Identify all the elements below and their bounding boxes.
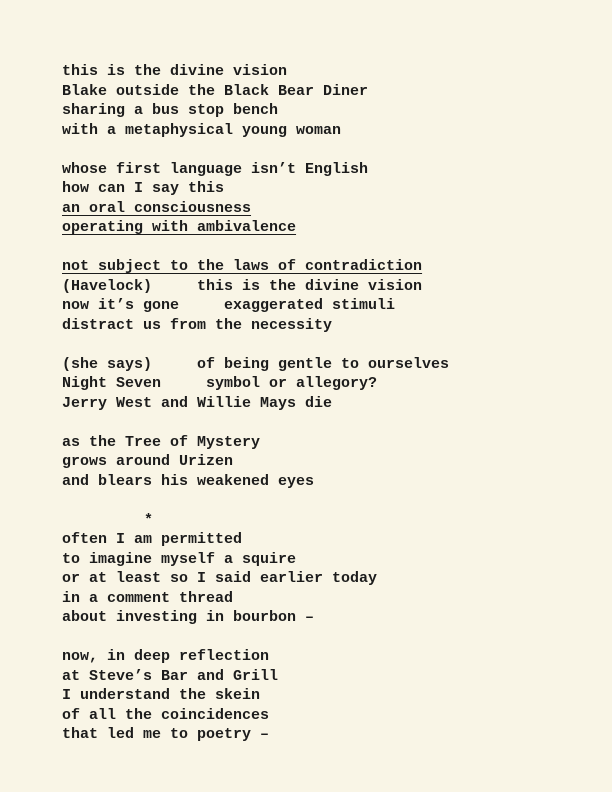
poem-line [62,160,582,180]
poem-line [62,355,582,375]
poem [62,62,582,764]
poem-line [62,433,582,453]
line-text: now it’s gone exaggerated stimuli [62,297,396,314]
line-text: grows around Urizen [62,453,234,470]
stanza [62,62,582,140]
line-text: now, in deep reflection [62,648,270,665]
line-text: in a comment thread [62,589,234,607]
line-text: that led me to poetry – [62,726,270,743]
line-text: or at least so I said earlier today [62,570,378,587]
line-text: an oral consciousness [62,199,252,217]
poem-line [62,569,582,589]
line-text: about investing in bourbon – [62,609,315,626]
line-text: operating with ambivalence [62,219,297,236]
line-text: not subject to the laws of contradiction [62,258,423,275]
line-text: I understand the skein [62,687,261,704]
line-text: at Steve’s Bar and Grill [62,667,279,685]
line-text: (she says) of being gentle to ourselves [62,355,450,373]
line-text: (Havelock) this is the divine vision [62,277,423,295]
poem-line [62,257,582,277]
stanza [62,511,582,628]
poem-line [62,374,582,394]
line-text: to imagine myself a squire [62,550,297,568]
line-text: sharing a bus stop bench [62,102,279,119]
section-separator [62,511,582,531]
poem-line [62,277,582,297]
poem-line [62,218,582,238]
poem-line [62,179,582,199]
poem-line [62,452,582,472]
poem-line [62,394,582,414]
line-text: Night Seven symbol or allegory? [62,375,378,392]
line-text: how can I say this [62,180,225,197]
stanza [62,355,582,414]
poem-line [62,296,582,316]
line-text: Jerry West and Willie Mays die [62,394,333,412]
poem-line [62,647,582,667]
line-text: of all the coincidences [62,706,270,724]
line-text: often I am permitted [62,531,243,548]
poem-line [62,725,582,745]
stanza [62,433,582,492]
poem-line [62,101,582,121]
poem-line [62,121,582,141]
separator-asterisk: * [144,511,154,529]
line-text: whose first language isn’t English [62,160,369,178]
poem-line [62,550,582,570]
line-text: distract us from the necessity [62,316,333,334]
line-text: and blears his weakened eyes [62,472,315,490]
poem-line [62,608,582,628]
line-text: with a metaphysical young woman [62,121,342,139]
poem-line [62,686,582,706]
poem-line [62,530,582,550]
stanza [62,257,582,335]
poem-line [62,62,582,82]
line-text: as the Tree of Mystery [62,433,261,451]
poem-line [62,82,582,102]
poem-line [62,199,582,219]
line-text: this is the divine vision [62,63,288,80]
poem-line [62,316,582,336]
line-text: Blake outside the Black Bear Diner [62,82,369,100]
poem-line [62,706,582,726]
poem-line [62,589,582,609]
poem-line [62,667,582,687]
poem-line [62,472,582,492]
stanza [62,647,582,745]
stanza [62,160,582,238]
